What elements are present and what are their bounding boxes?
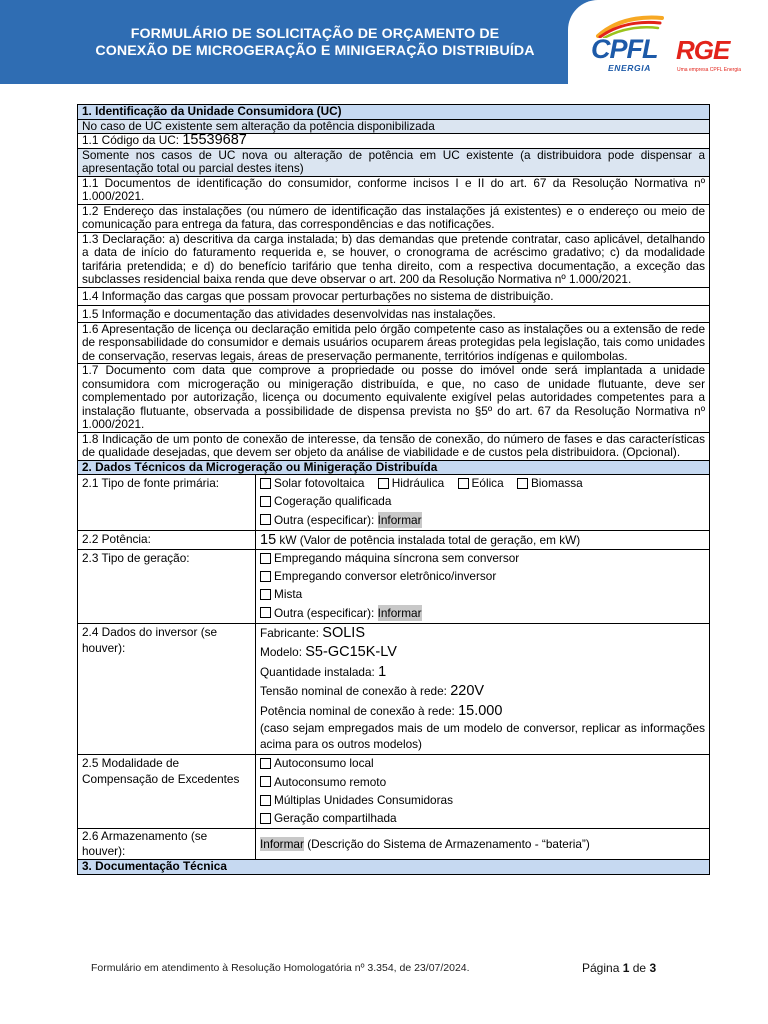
option-label: Empregando conversor eletrônico/inversor <box>274 569 497 583</box>
inverter-power-label: Potência nominal de conexão à rede: <box>260 703 455 718</box>
cpfl-logo: CPFL <box>591 34 658 64</box>
item-1-6: 1.6 Apresentação de licença ou declaração emitida pelo órgão competente caso as instalações ou a extensão de rede de responsabilidade do consumidor e demais usuários ocuparem áreas protegidas pela legislação, tais como unidades de conservação, reservas legais, áreas de preservação permanente, territórios indígenas e quilombolas. <box>78 322 710 364</box>
quantity-value[interactable]: 1 <box>378 663 387 680</box>
option-label: Autoconsumo local <box>274 756 374 771</box>
inverter-power-value[interactable]: 15.000 <box>458 702 503 719</box>
section-2-header-row <box>78 460 710 475</box>
checkbox-icon[interactable] <box>260 776 271 787</box>
option-label: Biomassa <box>530 476 583 490</box>
compensation-options <box>256 755 710 829</box>
option-label: Outra (especificar): <box>274 512 375 527</box>
checkbox-icon[interactable] <box>260 758 271 769</box>
uc-code-value[interactable]: 15539687 <box>182 132 247 148</box>
checkbox-icon[interactable] <box>517 478 528 489</box>
storage-description: (Descrição do Sistema de Armazenamento - “bateria”) <box>303 836 590 851</box>
section-1-heading: 1. Identificação da Unidade Consumidora (UC) <box>78 105 710 120</box>
option-generation-other[interactable] <box>260 605 422 622</box>
inverter-label: 2.4 Dados do inversor (se houver): <box>78 623 256 755</box>
option-label: Cogeração qualificada <box>274 494 392 509</box>
option-cogeneration[interactable] <box>260 493 391 510</box>
quantity-label: Quantidade instalada: <box>260 664 375 679</box>
voltage-value[interactable]: 220V <box>450 683 485 700</box>
item-1-7: 1.7 Documento com data que comprove a propriedade ou posse do imóvel onde será implantada a unidade consumidora com microgeração ou minigeração distribuída, e que, no caso de unidade flutuante, deve ser complementado por autorização, licença ou documento equivalente exigível pelas autoridades competentes para a instalação flutuante, observada a possibilidade de dispensa prevista no §5º do art. 67 da Resolução Normativa nº 1.000/2021. <box>78 364 710 433</box>
checkbox-icon[interactable] <box>458 478 469 489</box>
option-wind[interactable] <box>458 475 504 492</box>
option-biomass[interactable] <box>517 475 583 492</box>
checkbox-icon[interactable] <box>260 813 271 824</box>
form-title-line-1: FORMULÁRIO DE SOLICITAÇÃO DE ORÇAMENTO DE <box>130 26 500 42</box>
power-row <box>78 530 710 549</box>
uc-code-row <box>78 134 710 149</box>
checkbox-icon[interactable] <box>260 514 271 525</box>
request-form-table <box>77 104 710 875</box>
manufacturer-label: Fabricante: <box>260 625 320 640</box>
checkbox-icon[interactable] <box>260 478 271 489</box>
page-indicator <box>582 961 656 975</box>
option-synchronous[interactable] <box>260 550 519 567</box>
generation-type-row <box>78 549 710 623</box>
checkbox-icon[interactable] <box>378 478 389 489</box>
checkbox-icon[interactable] <box>260 496 271 507</box>
checkbox-icon[interactable] <box>260 607 271 618</box>
page-current: 1 <box>622 961 630 975</box>
source-options <box>256 475 710 531</box>
item-1-8: 1.8 Indicação de um ponto de conexão de interesse, da tensão de conexão, do número de fases e das características de qualidade desejadas, que devem ser objeto da análise de viabilidade e de custos pela distribuidora. (Opcional). <box>78 432 710 460</box>
option-shared-generation[interactable] <box>260 810 397 827</box>
storage-label: 2.6 Armazenamento (se houver): <box>78 829 256 860</box>
power-value[interactable]: 15 <box>260 531 277 548</box>
option-inverter[interactable] <box>260 568 496 585</box>
rge-logo: RGE <box>676 35 730 65</box>
option-label: Outra (especificar): <box>274 605 375 620</box>
inverter-note: (caso sejam empregados mais de um modelo de conversor, replicar as informações acima para os outros modelos) <box>260 721 706 751</box>
generation-type-label: 2.3 Tipo de geração: <box>78 549 256 623</box>
option-label: Geração compartilhada <box>274 811 397 825</box>
power-description: kW (Valor de potência instalada total de geração, em kW) <box>276 532 581 547</box>
source-row <box>78 475 710 531</box>
option-label: Eólica <box>471 476 504 490</box>
option-multiple-units[interactable] <box>260 792 453 809</box>
option-label: Autoconsumo remoto <box>274 774 387 789</box>
checkbox-icon[interactable] <box>260 571 271 582</box>
option-mixed[interactable] <box>260 586 302 603</box>
inverter-cell <box>256 623 710 755</box>
option-label: Mista <box>274 587 303 602</box>
model-value[interactable]: S5-GC15K-LV <box>305 644 397 661</box>
item-1-5: 1.5 Informação e documentação das atividades desenvolvidas nas instalações. <box>78 306 710 323</box>
page-total: 3 <box>649 961 657 975</box>
compensation-label: 2.5 Modalidade de Compensação de Excedentes <box>78 755 256 829</box>
section-1-header-row <box>78 105 710 120</box>
section-2-heading: 2. Dados Técnicos da Microgeração ou Minigeração Distribuída <box>78 460 710 475</box>
storage-field[interactable]: Informar <box>260 836 304 851</box>
checkbox-icon[interactable] <box>260 795 271 806</box>
option-label: Solar fotovoltaica <box>274 476 365 490</box>
section-3-header-row <box>78 860 710 875</box>
rge-logo-sub: Uma empresa CPFL Energia <box>677 67 742 73</box>
uc-code-label: 1.1 Código da UC: <box>82 133 180 147</box>
checkbox-icon[interactable] <box>260 589 271 600</box>
storage-row <box>78 829 710 860</box>
footer-note: Formulário em atendimento à Resolução Homologatória nº 3.354, de 23/07/2024. <box>91 962 470 974</box>
form-title <box>70 26 560 60</box>
compensation-row <box>78 755 710 829</box>
option-label: Empregando máquina síncrona sem conversor <box>274 550 520 565</box>
source-other-field[interactable]: Informar <box>377 512 422 527</box>
option-solar[interactable] <box>260 475 365 492</box>
item-1-2: 1.2 Endereço das instalações (ou número de identificação das instalações já existentes) e o endereço ou meio de comunicação para entrega da fatura, das correspondências e das notificações. <box>78 204 710 232</box>
page-of: de <box>632 961 647 975</box>
page-word: Página <box>582 961 620 975</box>
storage-cell <box>256 829 710 860</box>
form-title-line-2: CONEXÃO DE MICROGERAÇÃO E MINIGERAÇÃO DISTRIBUÍDA <box>95 43 535 59</box>
model-label: Modelo: <box>260 645 302 660</box>
generation-other-field[interactable]: Informar <box>377 605 422 620</box>
generation-type-options <box>256 549 710 623</box>
option-remote-self-consumption[interactable] <box>260 774 386 791</box>
new-uc-subheading: Somente nos casos de UC nova ou alteração de potência em UC existente (a distribuidora pode dispensar a apresentação total ou parcial destes itens) <box>78 148 710 176</box>
checkbox-icon[interactable] <box>260 553 271 564</box>
item-1-1: 1.1 Documentos de identificação do consumidor, conforme incisos I e II do art. 67 da Resolução Normativa nº 1.000/2021. <box>78 176 710 204</box>
option-source-other[interactable] <box>260 512 422 529</box>
option-label: Múltiplas Unidades Consumidoras <box>274 792 454 807</box>
option-hydraulic[interactable] <box>378 475 444 492</box>
source-label: 2.1 Tipo de fonte primária: <box>78 475 256 531</box>
power-cell <box>256 530 710 549</box>
cpfl-logo-sub: ENERGIA <box>608 63 651 73</box>
voltage-label: Tensão nominal de conexão à rede: <box>260 684 447 699</box>
item-1-3: 1.3 Declaração: a) descritiva da carga instalada; b) das demandas que pretende contratar, caso aplicável, detalhando a data de início do faturamento requerida e, se houver, o cronograma de acréscimo gradativo; c) da modalidade tarifária pretendida; e d) do benefício tarifário que tenha direito, com a respectiva documentação, a exceção das subclasses residencial baixa renda que deve observar o art. 200 da Resolução Normativa nº 1.000/2021. <box>78 232 710 287</box>
item-1-4: 1.4 Informação das cargas que possam provocar perturbações no sistema de distribuição. <box>78 287 710 306</box>
manufacturer-value[interactable]: SOLIS <box>322 624 366 641</box>
power-label: 2.2 Potência: <box>78 530 256 549</box>
option-local-self-consumption[interactable] <box>260 755 374 772</box>
existing-uc-subheading: No caso de UC existente sem alteração da potência disponibilizada <box>78 119 710 134</box>
option-label: Hidráulica <box>391 476 445 490</box>
section-3-heading: 3. Documentação Técnica <box>78 860 710 875</box>
inverter-row <box>78 623 710 755</box>
